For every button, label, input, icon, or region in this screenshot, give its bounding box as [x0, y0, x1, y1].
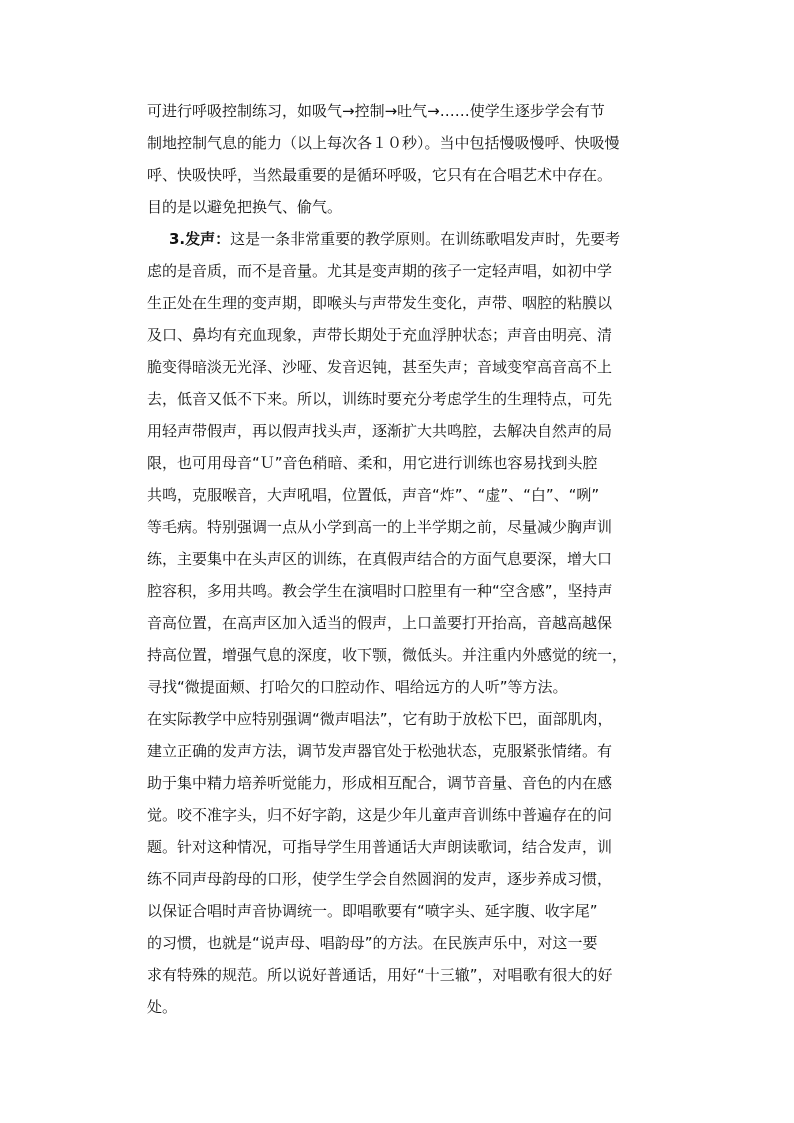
text-line: 脆变得暗淡无光泽、沙哑、发音迟钝，甚至失声；音域变窄高音高不上 [147, 358, 613, 376]
text-line: 腔容积，多用共鸣。教会学生在演唱时口腔里有一种“空含感”，坚持声 [147, 582, 613, 600]
paragraph-soft-singing [147, 703, 667, 1023]
text-line: 助于集中精力培养听觉能力，形成相互配合，调节音量、音色的内在感 [147, 774, 613, 792]
text-line: 共鸣，克服喉音，大声吼唱，位置低，声音“炸”、“虚”、“白”、“咧” [147, 486, 600, 504]
section-heading: 3.发声： [169, 230, 231, 248]
text-line: 目的是以避免把换气、偷气。 [147, 198, 343, 216]
text-line: 题。针对这种情况，可指导学生用普通话大声朗读歌词，结合发声，训 [147, 838, 613, 856]
text-line: 处。 [147, 998, 178, 1016]
text-line: 呼、快吸快呼，当然最重要的是循环呼吸，它只有在合唱艺术中存在。 [147, 166, 613, 184]
text-line: 音高位置，在高声区加入适当的假声，上口盖要打开抬高，音越高越保 [147, 614, 613, 632]
document-body [147, 95, 667, 1023]
text-line: 及口、鼻均有充血现象，声带长期处于充血浮肿状态；声音由明亮、清 [147, 326, 613, 344]
section-vocalization [147, 223, 667, 703]
paragraph-breathing [147, 95, 667, 223]
text-line: 觉。咬不准字头，归不好字韵，这是少年儿童声音训练中普遍存在的问 [147, 806, 613, 824]
section-first-line [147, 223, 667, 255]
text-line: 等毛病。特别强调一点从小学到高一的上半学期之前，尽量减少胸声训 [147, 518, 613, 536]
text-line: 练不同声母韵母的口形，使学生学会自然圆润的发声，逐步养成习惯， [147, 870, 613, 888]
text-line: 寻找“微提面颊、打哈欠的口腔动作、唱给远方的人听”等方法。 [147, 678, 568, 696]
text-line: 以保证合唱时声音协调统一。即唱歌要有“喷字头、延字腹、收字尾” [147, 902, 598, 920]
text-line: 练，主要集中在头声区的训练，在真假声结合的方面气息要深，增大口 [147, 550, 613, 568]
text-line: 用轻声带假声，再以假声找头声，逐渐扩大共鸣腔，去解决自然声的局 [147, 422, 613, 440]
text-line: 这是一条非常重要的教学原则。在训练歌唱发声时，先要考 [230, 230, 621, 248]
text-line: 虑的是音质，而不是音量。尤其是变声期的孩子一定轻声唱，如初中学 [147, 262, 613, 280]
text-line: 制地控制气息的能力（以上每次各１０秒）。当中包括慢吸慢呼、快吸慢 [147, 134, 620, 152]
text-line: 在实际教学中应特别强调“微声唱法”，它有助于放松下巴，面部肌肉， [147, 710, 613, 728]
text-line: 建立正确的发声方法，调节发声器官处于松弛状态，克服紧张情绪。有 [147, 742, 613, 760]
text-line: 限，也可用母音“Ｕ”音色稍暗、柔和，用它进行训练也容易找到头腔 [147, 454, 598, 472]
text-line: 去，低音又低不下来。所以，训练时要充分考虑学生的生理特点，可先 [147, 390, 613, 408]
text-line: 持高位置，增强气息的深度，收下颚，微低头。并注重内外感觉的统一， [147, 646, 628, 664]
text-line: 可进行呼吸控制练习，如吸气→控制→吐气→……使学生逐步学会有节 [147, 102, 605, 120]
text-line: 求有特殊的规范。所以说好普通话，用好“十三辙”，对唱歌有很大的好 [147, 966, 613, 984]
text-line: 生正处在生理的变声期，即喉头与声带发生变化，声带、咽腔的粘膜以 [147, 294, 613, 312]
text-line: 的习惯，也就是“说声母、唱韵母”的方法。在民族声乐中，对这一要 [147, 934, 598, 952]
